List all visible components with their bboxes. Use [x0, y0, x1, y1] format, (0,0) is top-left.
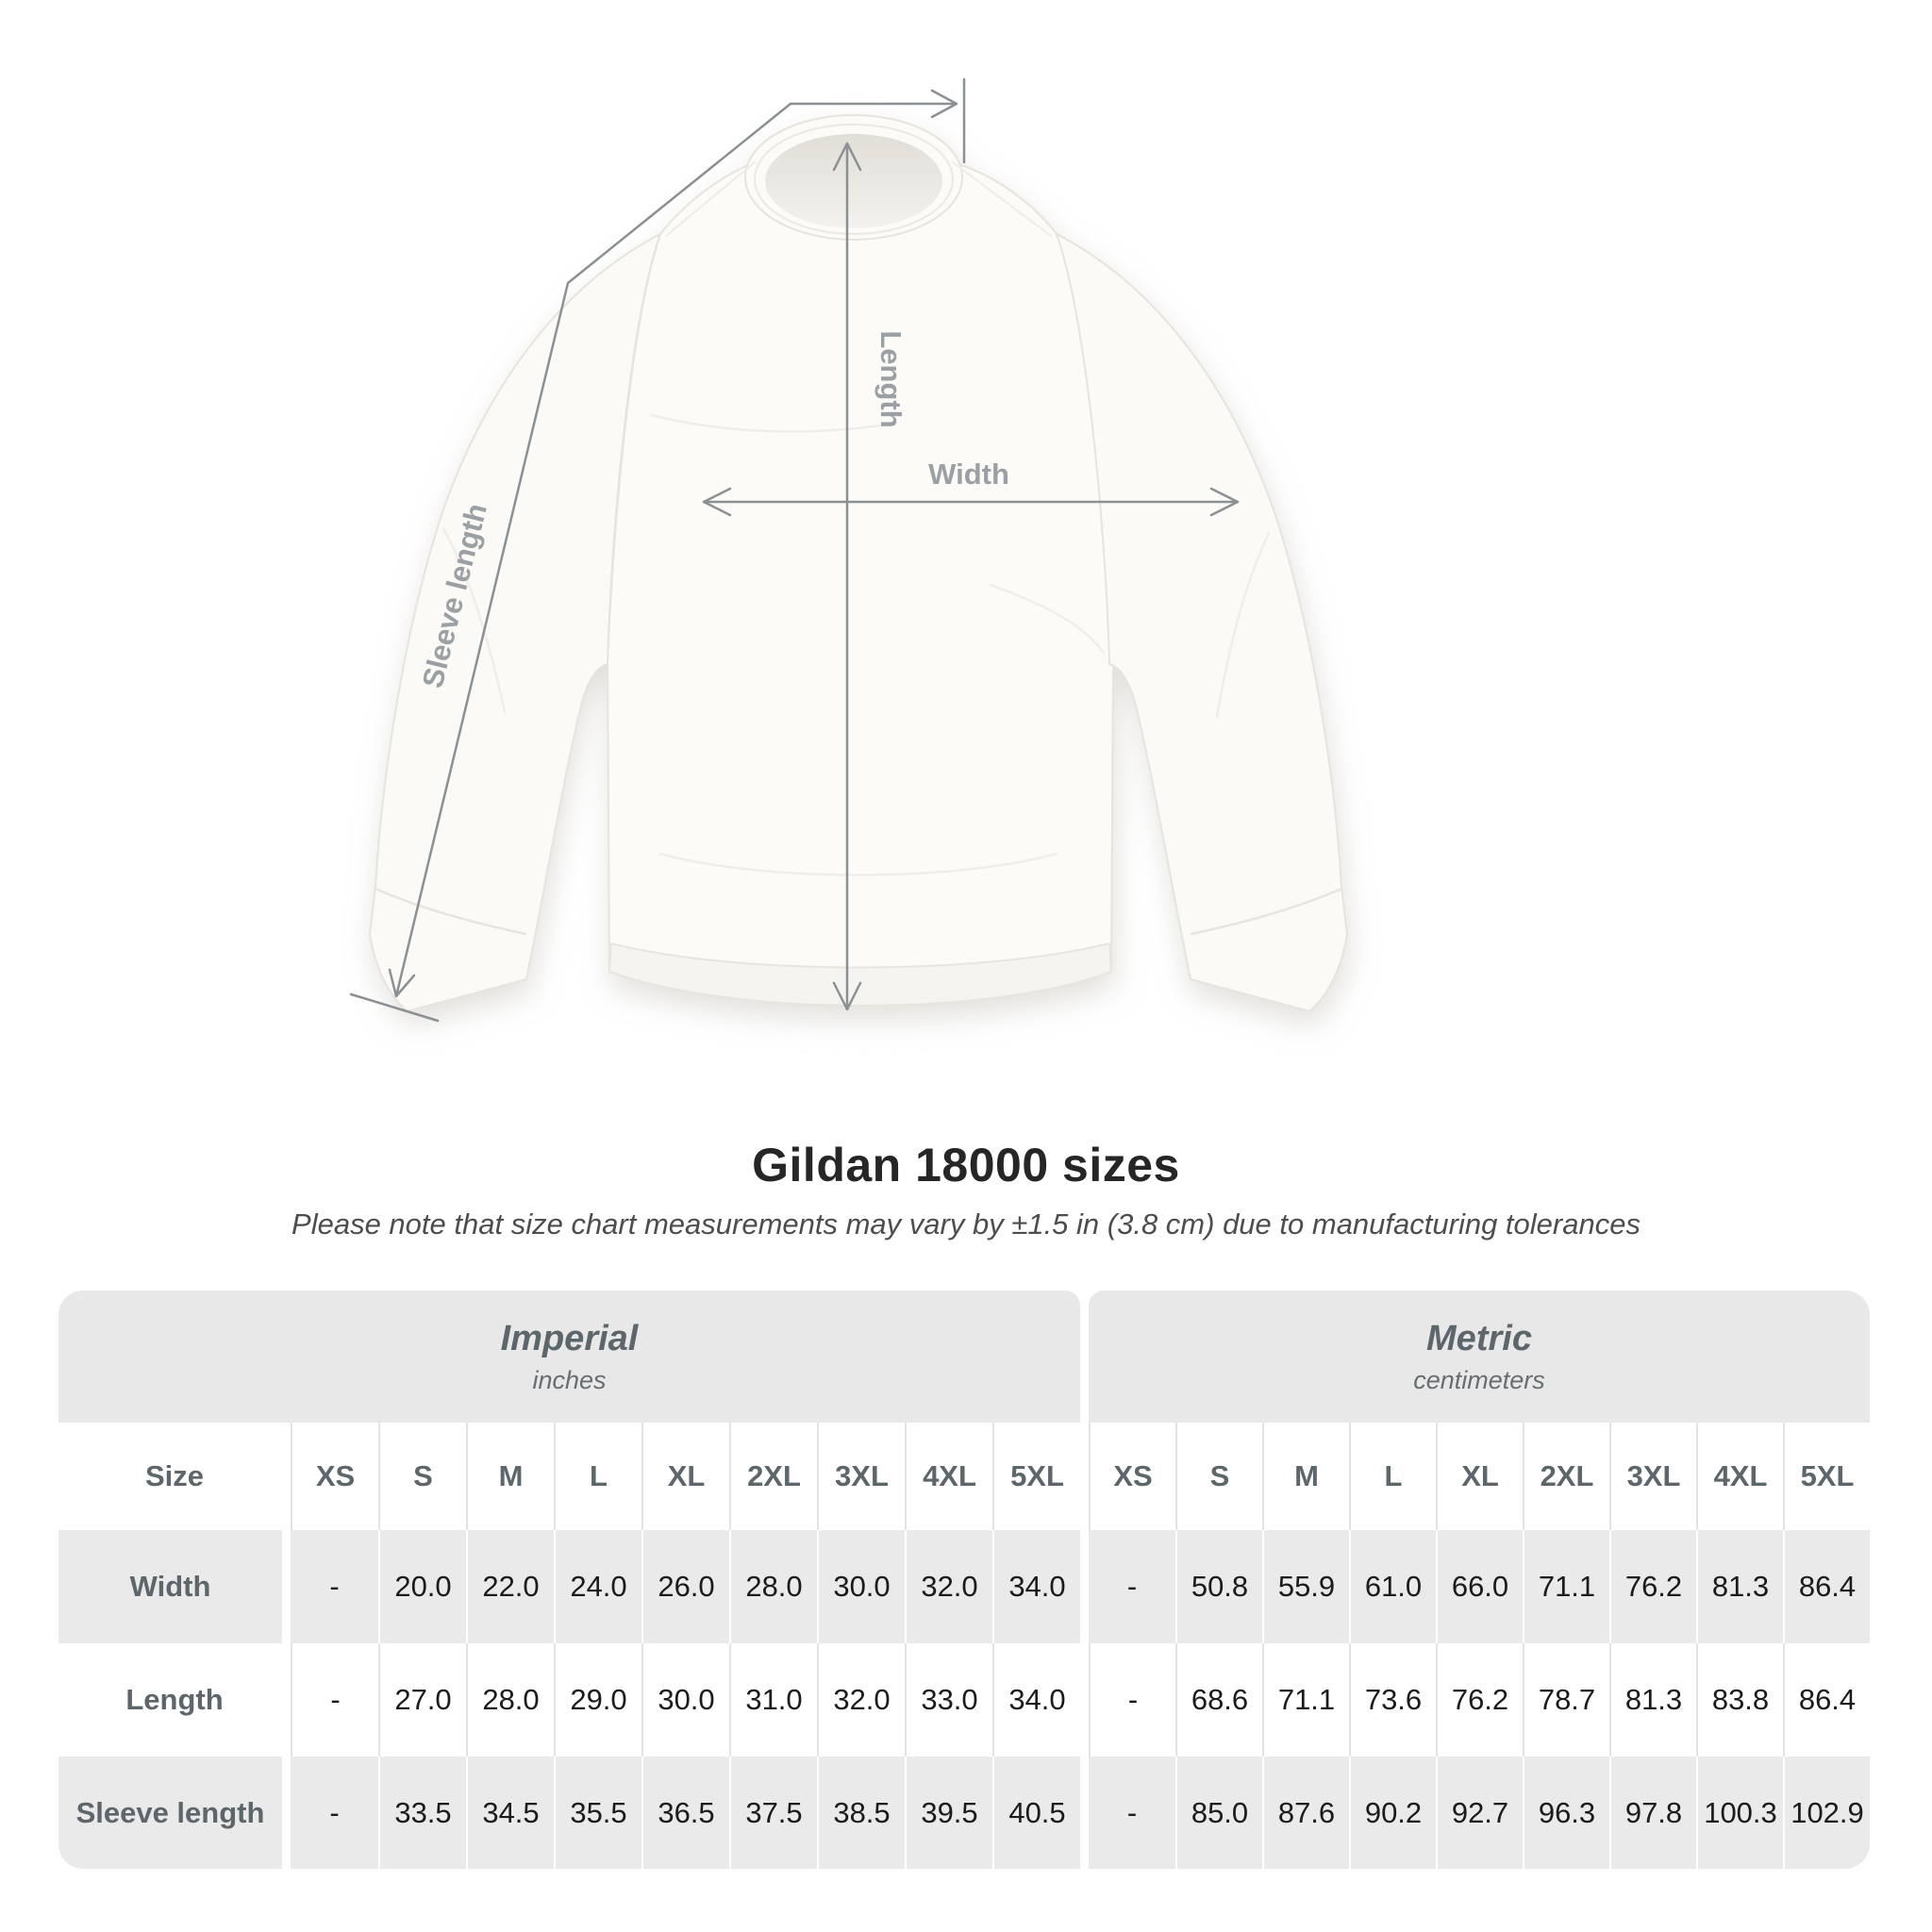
collar-opening	[765, 134, 942, 228]
imperial-unit-header	[58, 1291, 1080, 1423]
table-cell: 38.5	[817, 1757, 905, 1869]
size-col-header: 4XL	[905, 1423, 992, 1530]
table-cell: 34.0	[992, 1530, 1080, 1643]
size-col-header: 2XL	[729, 1423, 817, 1530]
table-cell: 28.0	[466, 1643, 554, 1757]
table-cell: 34.0	[992, 1643, 1080, 1757]
table-cell: 30.0	[817, 1530, 905, 1643]
table-cell: 22.0	[466, 1530, 554, 1643]
table-cell: 61.0	[1349, 1530, 1436, 1643]
table-cell: 33.5	[378, 1757, 466, 1869]
table-cell: 97.8	[1609, 1757, 1696, 1869]
table-cell: -	[1089, 1530, 1175, 1643]
imperial-sublabel: inches	[532, 1365, 607, 1394]
size-col-header: L	[1349, 1423, 1436, 1530]
table-cell: 37.5	[729, 1757, 817, 1869]
sleeve-length-label: Sleeve length	[415, 500, 493, 691]
size-col-header: 5XL	[992, 1423, 1080, 1530]
table-cell: 55.9	[1262, 1530, 1349, 1643]
row-label-length: Length	[58, 1643, 291, 1757]
size-col-header: XS	[1089, 1423, 1175, 1530]
table-cell: -	[1089, 1643, 1175, 1757]
table-cell: 32.0	[817, 1643, 905, 1757]
table-cell: 66.0	[1436, 1530, 1523, 1643]
metric-sublabel: centimeters	[1413, 1365, 1545, 1394]
table-cell: 86.4	[1783, 1530, 1870, 1643]
width-label: Width	[928, 458, 1009, 491]
table-cell: 76.2	[1436, 1643, 1523, 1757]
tolerance-note: Please note that size chart measurements may vary by ±1.5 in (3.8 cm) due to manufacturing tolerances	[291, 1208, 1641, 1241]
size-col-header: M	[466, 1423, 554, 1530]
table-cell: 31.0	[729, 1643, 817, 1757]
size-col-header: S	[1175, 1423, 1262, 1530]
table-cell: 81.3	[1696, 1530, 1783, 1643]
length-label: Length	[874, 330, 908, 428]
size-chart-table	[58, 1291, 1870, 1869]
table-cell: -	[291, 1757, 378, 1869]
imperial-label: Imperial	[500, 1318, 639, 1358]
size-col-header: XL	[641, 1423, 729, 1530]
size-col-header: 2XL	[1523, 1423, 1609, 1530]
metric-unit-header	[1089, 1291, 1870, 1423]
size-col-header: L	[554, 1423, 641, 1530]
table-cell: 73.6	[1349, 1643, 1436, 1757]
page-title: Gildan 18000 sizes	[752, 1139, 1180, 1191]
metric-label: Metric	[1426, 1318, 1532, 1358]
table-cell: 86.4	[1783, 1643, 1870, 1757]
size-col-header: XS	[291, 1423, 378, 1530]
table-cell: 40.5	[992, 1757, 1080, 1869]
block-gap	[1080, 1530, 1089, 1643]
table-cell: 20.0	[378, 1530, 466, 1643]
table-cell: 32.0	[905, 1530, 992, 1643]
block-gap	[1080, 1423, 1089, 1530]
table-cell: 36.5	[641, 1757, 729, 1869]
size-col-header: 4XL	[1696, 1423, 1783, 1530]
table-cell: -	[291, 1643, 378, 1757]
table-cell: 35.5	[554, 1757, 641, 1869]
table-cell: 90.2	[1349, 1757, 1436, 1869]
table-cell: 102.9	[1783, 1757, 1870, 1869]
table-cell: 85.0	[1175, 1757, 1262, 1869]
table-cell: 24.0	[554, 1530, 641, 1643]
table-cell: 34.5	[466, 1757, 554, 1869]
table-cell: 83.8	[1696, 1643, 1783, 1757]
table-cell: 33.0	[905, 1643, 992, 1757]
table-cell: 81.3	[1609, 1643, 1696, 1757]
table-cell: 39.5	[905, 1757, 992, 1869]
row-label-width: Width	[58, 1530, 291, 1643]
table-cell: 87.6	[1262, 1757, 1349, 1869]
size-col-header: XL	[1436, 1423, 1523, 1530]
table-cell: 29.0	[554, 1643, 641, 1757]
table-cell: 71.1	[1262, 1643, 1349, 1757]
table-cell: 27.0	[378, 1643, 466, 1757]
table-cell: 76.2	[1609, 1530, 1696, 1643]
table-cell: 92.7	[1436, 1757, 1523, 1869]
size-corner-header: Size	[58, 1423, 291, 1530]
table-cell: 30.0	[641, 1643, 729, 1757]
size-col-header: M	[1262, 1423, 1349, 1530]
block-gap	[1080, 1757, 1089, 1869]
table-cell: 50.8	[1175, 1530, 1262, 1643]
table-cell: 71.1	[1523, 1530, 1609, 1643]
size-col-header: 3XL	[817, 1423, 905, 1530]
table-cell: 68.6	[1175, 1643, 1262, 1757]
table-cell: 26.0	[641, 1530, 729, 1643]
size-col-header: S	[378, 1423, 466, 1530]
table-cell: 100.3	[1696, 1757, 1783, 1869]
table-cell: 96.3	[1523, 1757, 1609, 1869]
table-cell: -	[1089, 1757, 1175, 1869]
table-cell: 78.7	[1523, 1643, 1609, 1757]
size-col-header: 5XL	[1783, 1423, 1870, 1530]
table-cell: -	[291, 1530, 378, 1643]
block-gap	[1080, 1291, 1089, 1423]
sweatshirt-body	[608, 162, 1113, 1006]
size-col-header: 3XL	[1609, 1423, 1696, 1530]
table-cell: 28.0	[729, 1530, 817, 1643]
sweatshirt-photo	[370, 115, 1347, 1011]
block-gap	[1080, 1643, 1089, 1757]
row-label-sleeve-length: Sleeve length	[58, 1757, 291, 1869]
